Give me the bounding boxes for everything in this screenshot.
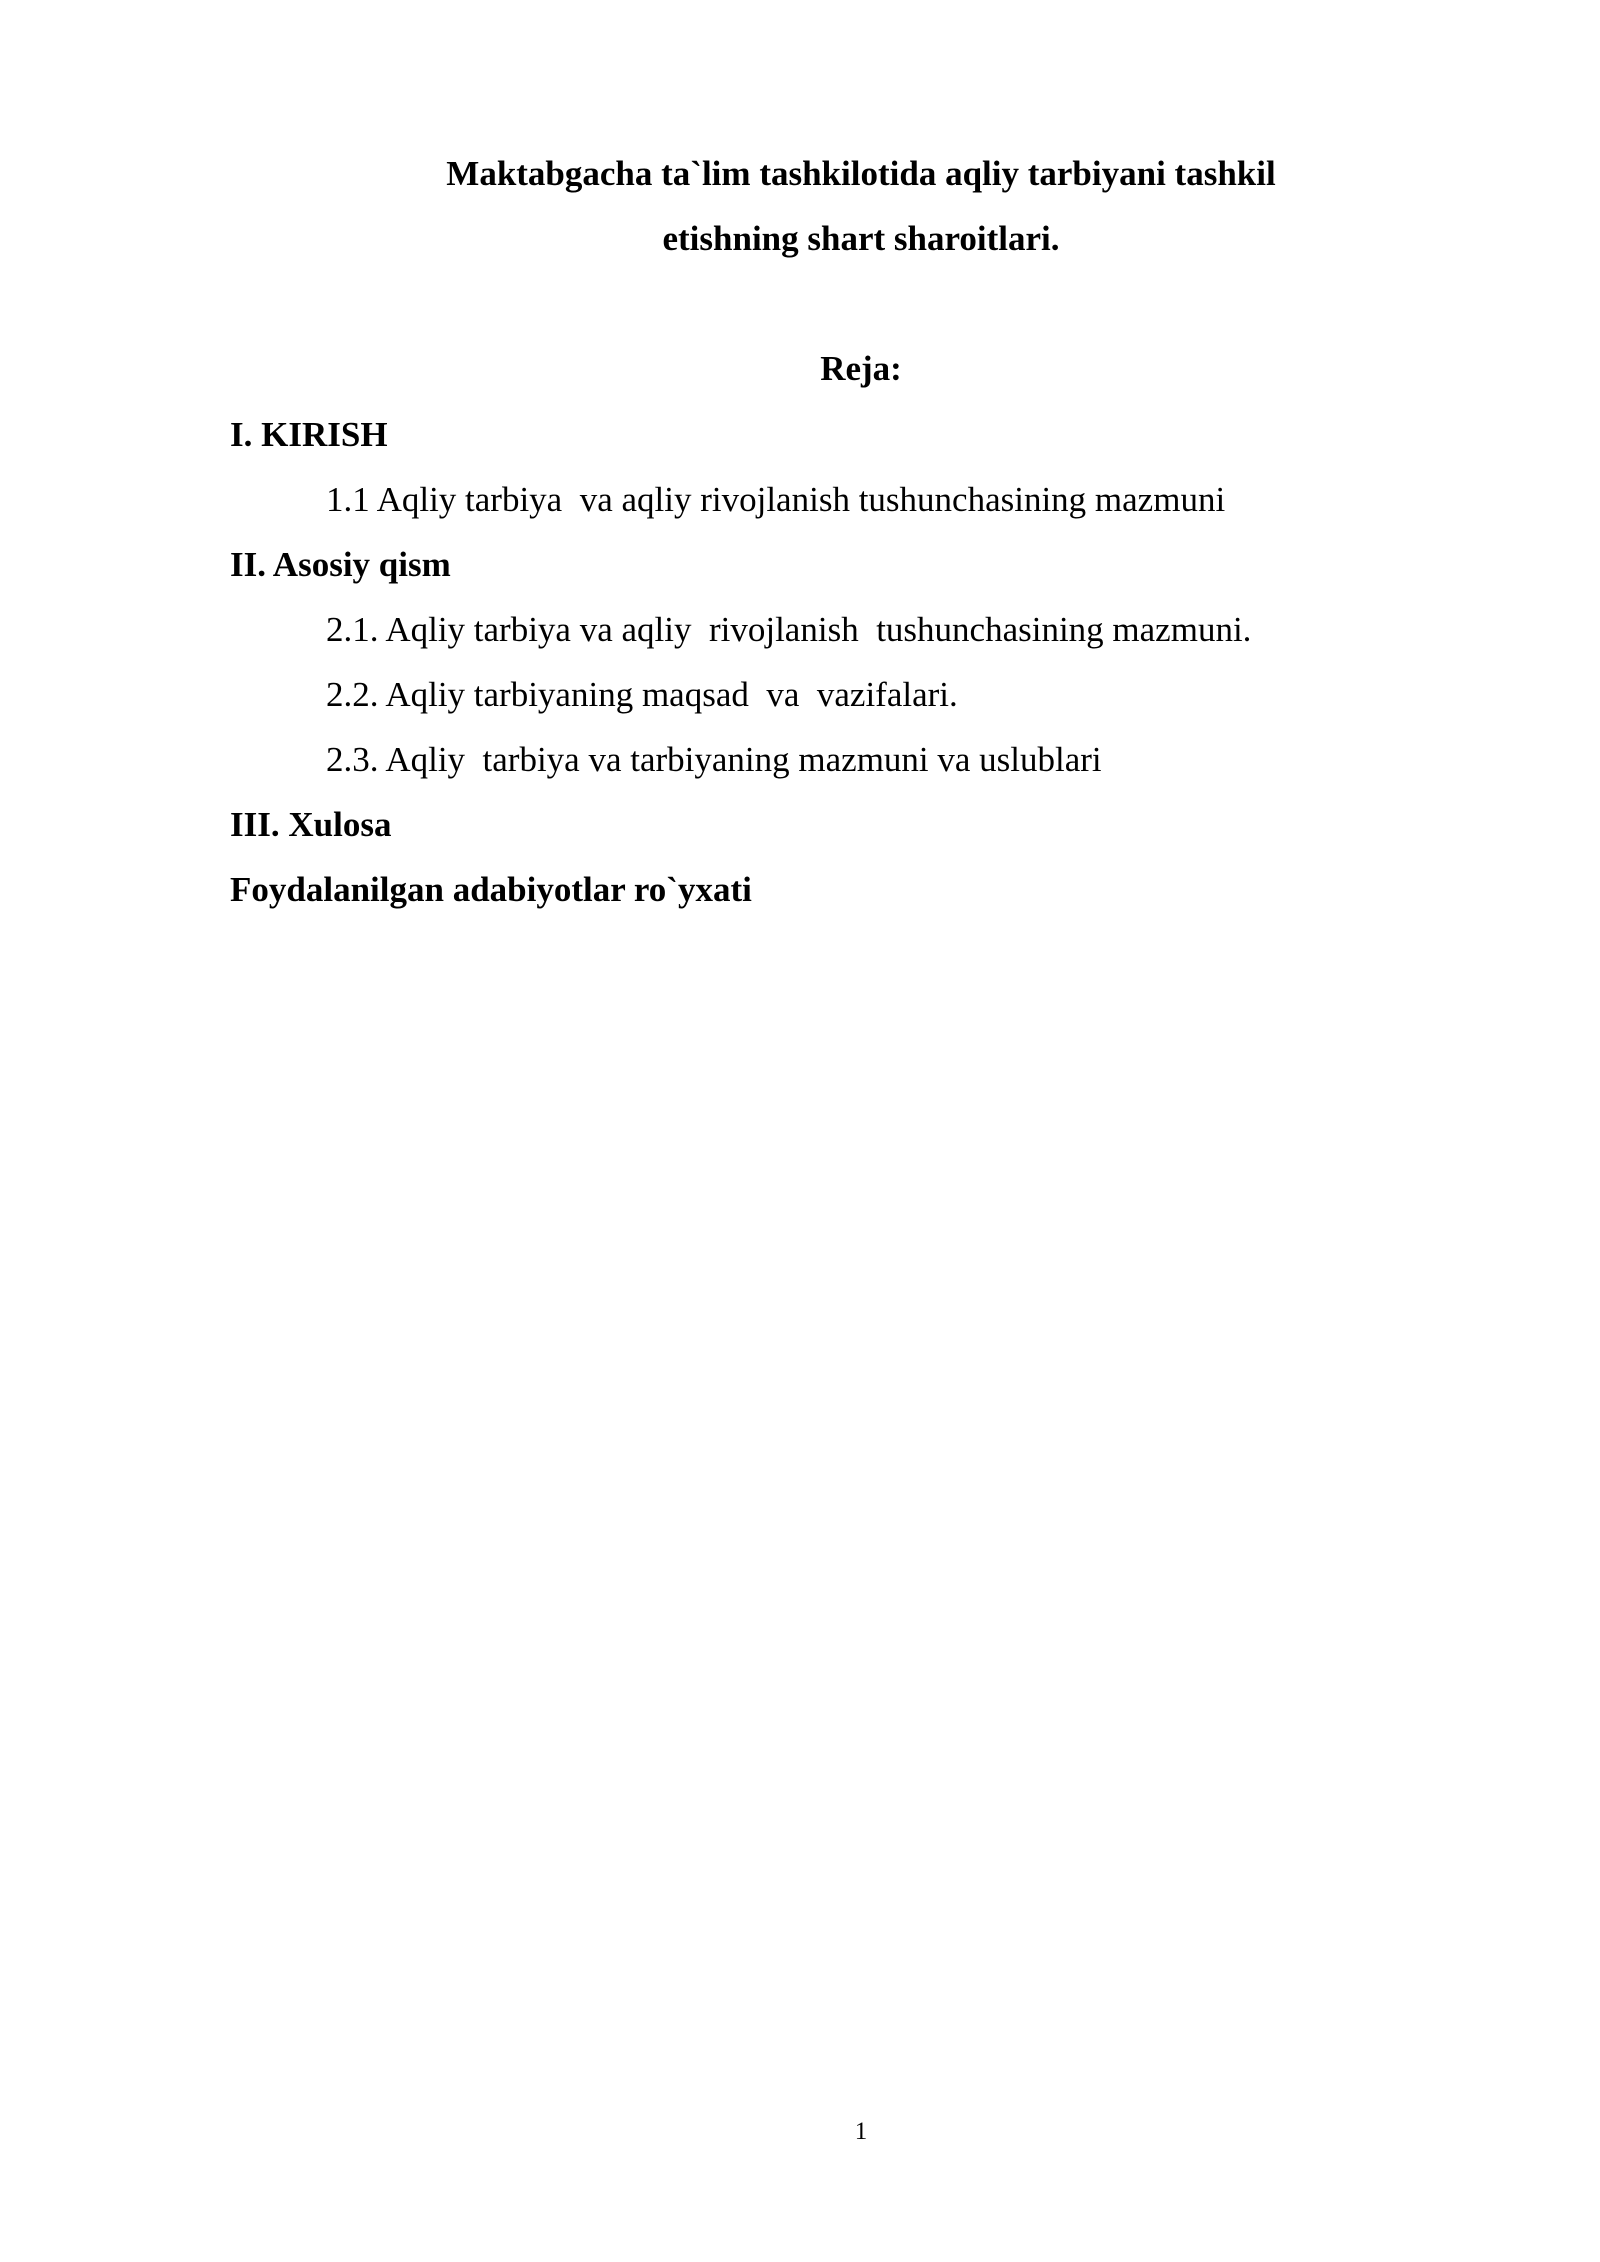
outline-subsection-1-1: 1.1 Aqliy tarbiya va aqliy rivojlanish tushunchasining mazmuni — [326, 480, 1226, 519]
outline-section-3: III. Xulosa — [230, 805, 392, 844]
outline-subsection-2-3: 2.3. Aqliy tarbiya va tarbiyaning mazmuni va uslublari — [326, 740, 1102, 779]
document-title-line-1: Maktabgacha ta`lim tashkilotida aqliy tarbiyani tashkil — [446, 154, 1276, 193]
outline-section-1: I. KIRISH — [230, 415, 388, 454]
plan-heading: Reja: — [820, 349, 902, 388]
document-title-line-2: etishning shart sharoitlari. — [662, 219, 1060, 258]
page-number: 1 — [854, 2118, 868, 2145]
outline-references: Foydalanilgan adabiyotlar ro`yxati — [230, 870, 752, 909]
outline-subsection-2-1: 2.1. Aqliy tarbiya va aqliy rivojlanish tushunchasining mazmuni. — [326, 610, 1252, 649]
outline-subsection-2-2: 2.2. Aqliy tarbiyaning maqsad va vazifalari. — [326, 675, 958, 714]
outline-section-2: II. Asosiy qism — [230, 545, 451, 584]
